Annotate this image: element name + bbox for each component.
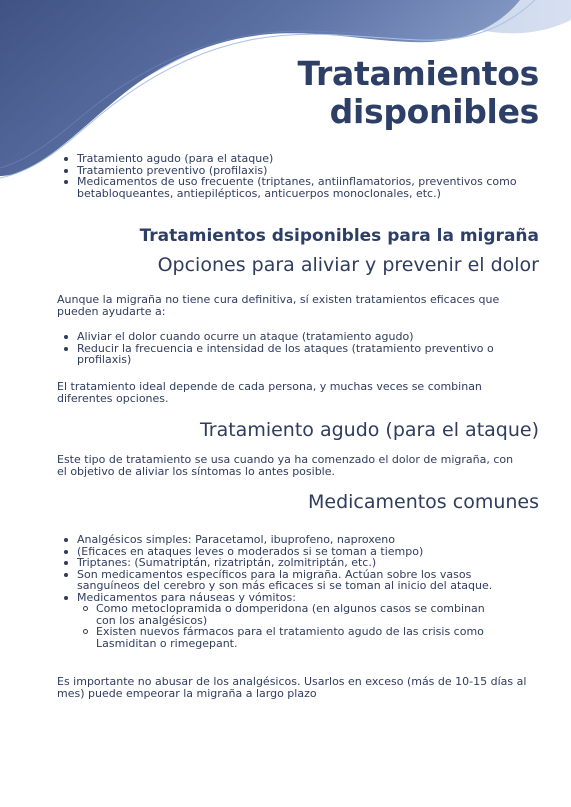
meds-bullet-list: [57, 534, 512, 649]
section-subheading-options: Opciones para aliviar y prevenir el dolor: [157, 254, 539, 276]
list-item: Tratamiento agudo (para el ataque): [57, 153, 517, 165]
page-title-line2: disponibles: [329, 92, 539, 131]
sub-list-item: Existen nuevos fármacos para el tratamiento agudo de las crisis como Lasmiditan o rimegepant.: [77, 626, 497, 649]
page-title-line1: Tratamientos: [297, 54, 539, 93]
list-item: Aliviar el dolor cuando ocurre un ataque (tratamiento agudo): [57, 331, 512, 343]
list-item: Analgésicos simples: Paracetamol, ibuprofeno, naproxeno: [57, 534, 512, 546]
main-bullet-list: [57, 331, 512, 366]
section-heading-main: Tratamientos dsiponibles para la migraña: [139, 226, 539, 246]
section-heading-acute: Tratamiento agudo (para el ataque): [199, 419, 539, 441]
sub-list-item: Como metoclopramida o domperidona (en algunos casos se combinan con los analgésicos): [77, 603, 497, 626]
list-item: (Eficaces en ataques leves o moderados si se toman a tiempo): [57, 546, 512, 558]
main-intro-paragraph: Aunque la migraña no tiene cura definitiva, sí existen tratamientos eficaces que pueden ayudarte a:: [57, 293, 500, 318]
intro-list: [57, 153, 517, 199]
page-title: [297, 55, 539, 131]
list-item-label: Medicamentos para náuseas y vómitos:: [77, 590, 296, 604]
list-item: Reducir la frecuencia e intensidad de los ataques (tratamiento preventivo o profilaxis): [57, 343, 512, 366]
list-item: [57, 592, 512, 650]
meds-sub-list: [77, 603, 497, 649]
list-item: Triptanes: (Sumatriptán, rizatriptán, zolmitriptán, etc.): [57, 557, 512, 569]
acute-paragraph: Este tipo de tratamiento se usa cuando ya ha comenzado el dolor de migraña, con el objetivo de aliviar los síntomas lo antes posible.: [57, 453, 514, 478]
analgesics-warning-note: Es importante no abusar de los analgésicos. Usarlos en exceso (más de 10-15 días al mes) puede empeorar la migraña a largo plazo: [57, 675, 527, 700]
main-closing-paragraph: El tratamiento ideal depende de cada persona, y muchas veces se combinan diferentes opciones.: [57, 380, 482, 405]
section-heading-meds: Medicamentos comunes: [307, 491, 539, 513]
list-item: Son medicamentos específicos para la migraña. Actúan sobre los vasos sanguíneos del cerebro y son más eficaces si se toman al inicio del ataque.: [57, 569, 512, 592]
list-item: Tratamiento preventivo (profilaxis): [57, 165, 517, 177]
list-item: Medicamentos de uso frecuente (triptanes, antiinflamatorios, preventivos como betabloqueantes, antiepilépticos, anticuerpos monoclonales, etc.): [57, 176, 517, 199]
